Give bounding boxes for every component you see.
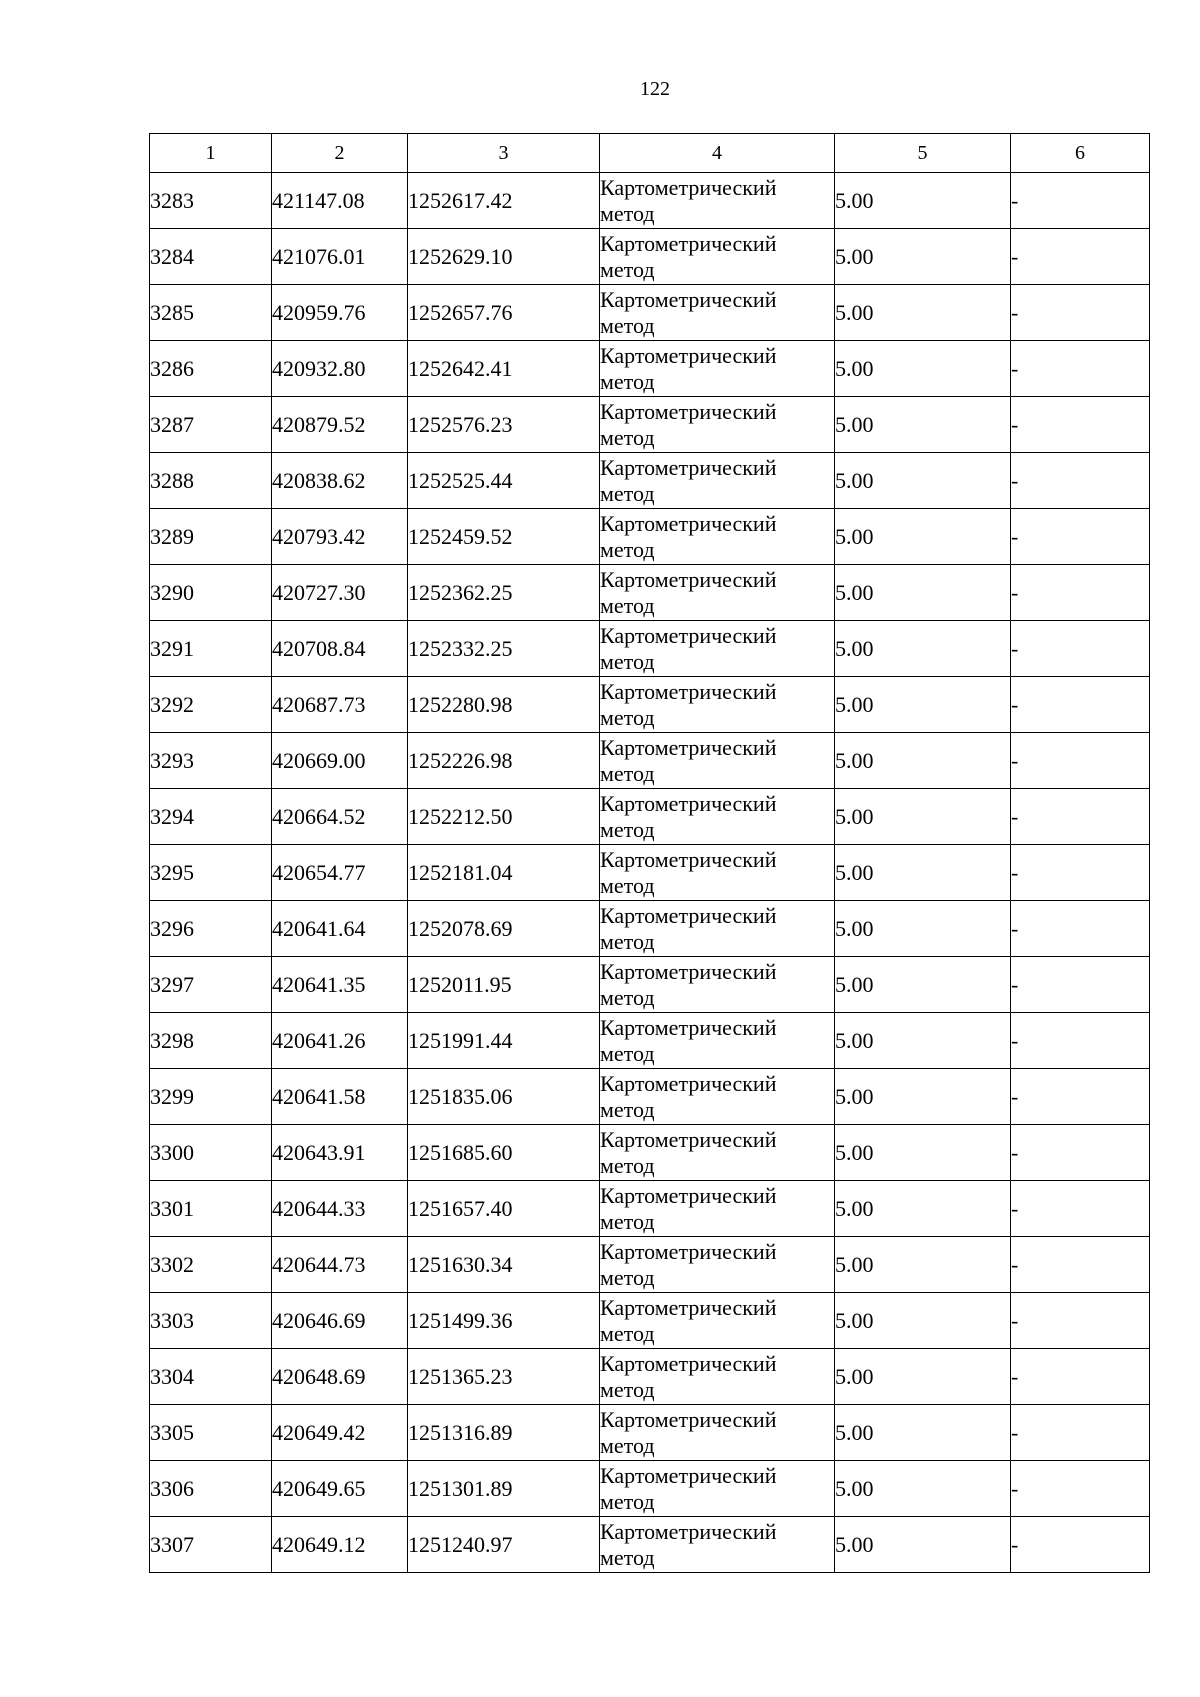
description-cell: - bbox=[1011, 1293, 1150, 1349]
accuracy-cell: 5.00 bbox=[835, 565, 1011, 621]
point-number-cell: 3294 bbox=[150, 789, 272, 845]
x-coordinate-cell: 420664.52 bbox=[272, 789, 408, 845]
description-cell: - bbox=[1011, 1517, 1150, 1573]
table-body bbox=[150, 173, 1150, 1573]
description-cell: - bbox=[1011, 1461, 1150, 1517]
x-coordinate-cell: 420669.00 bbox=[272, 733, 408, 789]
description-cell: - bbox=[1011, 677, 1150, 733]
description-cell: - bbox=[1011, 229, 1150, 285]
y-coordinate-cell: 1252280.98 bbox=[408, 677, 600, 733]
point-number-cell: 3296 bbox=[150, 901, 272, 957]
accuracy-cell: 5.00 bbox=[835, 621, 1011, 677]
x-coordinate-cell: 420727.30 bbox=[272, 565, 408, 621]
method-cell: Картометрический метод bbox=[600, 1237, 835, 1293]
table-row bbox=[150, 397, 1150, 453]
accuracy-cell: 5.00 bbox=[835, 173, 1011, 229]
accuracy-cell: 5.00 bbox=[835, 229, 1011, 285]
description-cell: - bbox=[1011, 565, 1150, 621]
method-cell: Картометрический метод bbox=[600, 1517, 835, 1573]
table-row bbox=[150, 1517, 1150, 1573]
method-cell: Картометрический метод bbox=[600, 509, 835, 565]
y-coordinate-cell: 1252617.42 bbox=[408, 173, 600, 229]
point-number-cell: 3305 bbox=[150, 1405, 272, 1461]
point-number-cell: 3306 bbox=[150, 1461, 272, 1517]
description-cell: - bbox=[1011, 1181, 1150, 1237]
point-number-cell: 3286 bbox=[150, 341, 272, 397]
table-row bbox=[150, 509, 1150, 565]
y-coordinate-cell: 1252011.95 bbox=[408, 957, 600, 1013]
y-coordinate-cell: 1251657.40 bbox=[408, 1181, 600, 1237]
table-row bbox=[150, 1293, 1150, 1349]
y-coordinate-cell: 1252362.25 bbox=[408, 565, 600, 621]
x-coordinate-cell: 420648.69 bbox=[272, 1349, 408, 1405]
x-coordinate-cell: 420649.42 bbox=[272, 1405, 408, 1461]
method-cell: Картометрический метод bbox=[600, 1461, 835, 1517]
x-coordinate-cell: 421076.01 bbox=[272, 229, 408, 285]
accuracy-cell: 5.00 bbox=[835, 341, 1011, 397]
method-cell: Картометрический метод bbox=[600, 397, 835, 453]
accuracy-cell: 5.00 bbox=[835, 845, 1011, 901]
accuracy-cell: 5.00 bbox=[835, 285, 1011, 341]
y-coordinate-cell: 1251991.44 bbox=[408, 1013, 600, 1069]
table-row bbox=[150, 229, 1150, 285]
method-cell: Картометрический метод bbox=[600, 1349, 835, 1405]
accuracy-cell: 5.00 bbox=[835, 789, 1011, 845]
description-cell: - bbox=[1011, 1069, 1150, 1125]
method-cell: Картометрический метод bbox=[600, 1181, 835, 1237]
description-cell: - bbox=[1011, 285, 1150, 341]
point-number-cell: 3291 bbox=[150, 621, 272, 677]
method-cell: Картометрический метод bbox=[600, 845, 835, 901]
point-number-cell: 3295 bbox=[150, 845, 272, 901]
y-coordinate-cell: 1251301.89 bbox=[408, 1461, 600, 1517]
y-coordinate-cell: 1251630.34 bbox=[408, 1237, 600, 1293]
y-coordinate-cell: 1251240.97 bbox=[408, 1517, 600, 1573]
accuracy-cell: 5.00 bbox=[835, 1349, 1011, 1405]
y-coordinate-cell: 1252078.69 bbox=[408, 901, 600, 957]
coordinates-table bbox=[149, 133, 1150, 1573]
description-cell: - bbox=[1011, 453, 1150, 509]
x-coordinate-cell: 420687.73 bbox=[272, 677, 408, 733]
description-cell: - bbox=[1011, 789, 1150, 845]
x-coordinate-cell: 420641.35 bbox=[272, 957, 408, 1013]
page-number: 122 bbox=[640, 78, 670, 100]
description-cell: - bbox=[1011, 1237, 1150, 1293]
description-cell: - bbox=[1011, 397, 1150, 453]
accuracy-cell: 5.00 bbox=[835, 1293, 1011, 1349]
x-coordinate-cell: 420643.91 bbox=[272, 1125, 408, 1181]
method-cell: Картометрический метод bbox=[600, 1125, 835, 1181]
accuracy-cell: 5.00 bbox=[835, 1013, 1011, 1069]
table-header-row bbox=[150, 134, 1150, 173]
accuracy-cell: 5.00 bbox=[835, 1125, 1011, 1181]
x-coordinate-cell: 420649.12 bbox=[272, 1517, 408, 1573]
table-row bbox=[150, 901, 1150, 957]
accuracy-cell: 5.00 bbox=[835, 901, 1011, 957]
column-header-6: 6 bbox=[1011, 134, 1150, 173]
x-coordinate-cell: 420708.84 bbox=[272, 621, 408, 677]
x-coordinate-cell: 420838.62 bbox=[272, 453, 408, 509]
point-number-cell: 3288 bbox=[150, 453, 272, 509]
accuracy-cell: 5.00 bbox=[835, 397, 1011, 453]
table-row bbox=[150, 733, 1150, 789]
x-coordinate-cell: 420646.69 bbox=[272, 1293, 408, 1349]
accuracy-cell: 5.00 bbox=[835, 453, 1011, 509]
point-number-cell: 3283 bbox=[150, 173, 272, 229]
column-header-2: 2 bbox=[272, 134, 408, 173]
y-coordinate-cell: 1251685.60 bbox=[408, 1125, 600, 1181]
table-row bbox=[150, 957, 1150, 1013]
point-number-cell: 3284 bbox=[150, 229, 272, 285]
method-cell: Картометрический метод bbox=[600, 621, 835, 677]
y-coordinate-cell: 1251365.23 bbox=[408, 1349, 600, 1405]
accuracy-cell: 5.00 bbox=[835, 957, 1011, 1013]
table-row bbox=[150, 1125, 1150, 1181]
method-cell: Картометрический метод bbox=[600, 565, 835, 621]
accuracy-cell: 5.00 bbox=[835, 1181, 1011, 1237]
accuracy-cell: 5.00 bbox=[835, 677, 1011, 733]
x-coordinate-cell: 420649.65 bbox=[272, 1461, 408, 1517]
accuracy-cell: 5.00 bbox=[835, 733, 1011, 789]
column-header-3: 3 bbox=[408, 134, 600, 173]
method-cell: Картометрический метод bbox=[600, 285, 835, 341]
point-number-cell: 3297 bbox=[150, 957, 272, 1013]
y-coordinate-cell: 1252629.10 bbox=[408, 229, 600, 285]
table-row bbox=[150, 341, 1150, 397]
x-coordinate-cell: 420654.77 bbox=[272, 845, 408, 901]
x-coordinate-cell: 420641.58 bbox=[272, 1069, 408, 1125]
point-number-cell: 3302 bbox=[150, 1237, 272, 1293]
x-coordinate-cell: 420641.26 bbox=[272, 1013, 408, 1069]
point-number-cell: 3289 bbox=[150, 509, 272, 565]
x-coordinate-cell: 420793.42 bbox=[272, 509, 408, 565]
point-number-cell: 3299 bbox=[150, 1069, 272, 1125]
accuracy-cell: 5.00 bbox=[835, 1237, 1011, 1293]
method-cell: Картометрический метод bbox=[600, 789, 835, 845]
table-row bbox=[150, 1237, 1150, 1293]
accuracy-cell: 5.00 bbox=[835, 1069, 1011, 1125]
table-row bbox=[150, 1349, 1150, 1405]
point-number-cell: 3307 bbox=[150, 1517, 272, 1573]
description-cell: - bbox=[1011, 621, 1150, 677]
table-row bbox=[150, 565, 1150, 621]
y-coordinate-cell: 1252525.44 bbox=[408, 453, 600, 509]
description-cell: - bbox=[1011, 1349, 1150, 1405]
accuracy-cell: 5.00 bbox=[835, 1405, 1011, 1461]
table-row bbox=[150, 1013, 1150, 1069]
description-cell: - bbox=[1011, 733, 1150, 789]
description-cell: - bbox=[1011, 1013, 1150, 1069]
point-number-cell: 3285 bbox=[150, 285, 272, 341]
method-cell: Картометрический метод bbox=[600, 341, 835, 397]
x-coordinate-cell: 420932.80 bbox=[272, 341, 408, 397]
x-coordinate-cell: 420644.33 bbox=[272, 1181, 408, 1237]
point-number-cell: 3287 bbox=[150, 397, 272, 453]
y-coordinate-cell: 1252212.50 bbox=[408, 789, 600, 845]
method-cell: Картометрический метод bbox=[600, 1013, 835, 1069]
table-row bbox=[150, 453, 1150, 509]
y-coordinate-cell: 1252576.23 bbox=[408, 397, 600, 453]
y-coordinate-cell: 1251835.06 bbox=[408, 1069, 600, 1125]
description-cell: - bbox=[1011, 845, 1150, 901]
table-row bbox=[150, 845, 1150, 901]
description-cell: - bbox=[1011, 341, 1150, 397]
method-cell: Картометрический метод bbox=[600, 677, 835, 733]
y-coordinate-cell: 1252181.04 bbox=[408, 845, 600, 901]
y-coordinate-cell: 1252332.25 bbox=[408, 621, 600, 677]
accuracy-cell: 5.00 bbox=[835, 509, 1011, 565]
table-row bbox=[150, 1181, 1150, 1237]
column-header-5: 5 bbox=[835, 134, 1011, 173]
table-row bbox=[150, 789, 1150, 845]
x-coordinate-cell: 421147.08 bbox=[272, 173, 408, 229]
y-coordinate-cell: 1252642.41 bbox=[408, 341, 600, 397]
description-cell: - bbox=[1011, 173, 1150, 229]
point-number-cell: 3290 bbox=[150, 565, 272, 621]
point-number-cell: 3304 bbox=[150, 1349, 272, 1405]
point-number-cell: 3303 bbox=[150, 1293, 272, 1349]
description-cell: - bbox=[1011, 509, 1150, 565]
method-cell: Картометрический метод bbox=[600, 733, 835, 789]
table-row bbox=[150, 285, 1150, 341]
accuracy-cell: 5.00 bbox=[835, 1517, 1011, 1573]
y-coordinate-cell: 1252459.52 bbox=[408, 509, 600, 565]
description-cell: - bbox=[1011, 1125, 1150, 1181]
point-number-cell: 3300 bbox=[150, 1125, 272, 1181]
method-cell: Картометрический метод bbox=[600, 229, 835, 285]
x-coordinate-cell: 420644.73 bbox=[272, 1237, 408, 1293]
method-cell: Картометрический метод bbox=[600, 1293, 835, 1349]
y-coordinate-cell: 1251316.89 bbox=[408, 1405, 600, 1461]
description-cell: - bbox=[1011, 957, 1150, 1013]
column-header-1: 1 bbox=[150, 134, 272, 173]
x-coordinate-cell: 420879.52 bbox=[272, 397, 408, 453]
x-coordinate-cell: 420959.76 bbox=[272, 285, 408, 341]
description-cell: - bbox=[1011, 901, 1150, 957]
method-cell: Картометрический метод bbox=[600, 453, 835, 509]
method-cell: Картометрический метод bbox=[600, 173, 835, 229]
point-number-cell: 3298 bbox=[150, 1013, 272, 1069]
method-cell: Картометрический метод bbox=[600, 1405, 835, 1461]
table-row bbox=[150, 677, 1150, 733]
y-coordinate-cell: 1252226.98 bbox=[408, 733, 600, 789]
table-row bbox=[150, 1069, 1150, 1125]
description-cell: - bbox=[1011, 1405, 1150, 1461]
column-header-4: 4 bbox=[600, 134, 835, 173]
method-cell: Картометрический метод bbox=[600, 957, 835, 1013]
x-coordinate-cell: 420641.64 bbox=[272, 901, 408, 957]
method-cell: Картометрический метод bbox=[600, 1069, 835, 1125]
point-number-cell: 3301 bbox=[150, 1181, 272, 1237]
table-row bbox=[150, 621, 1150, 677]
point-number-cell: 3293 bbox=[150, 733, 272, 789]
table-row bbox=[150, 173, 1150, 229]
y-coordinate-cell: 1252657.76 bbox=[408, 285, 600, 341]
accuracy-cell: 5.00 bbox=[835, 1461, 1011, 1517]
point-number-cell: 3292 bbox=[150, 677, 272, 733]
table-row bbox=[150, 1405, 1150, 1461]
y-coordinate-cell: 1251499.36 bbox=[408, 1293, 600, 1349]
method-cell: Картометрический метод bbox=[600, 901, 835, 957]
table-row bbox=[150, 1461, 1150, 1517]
